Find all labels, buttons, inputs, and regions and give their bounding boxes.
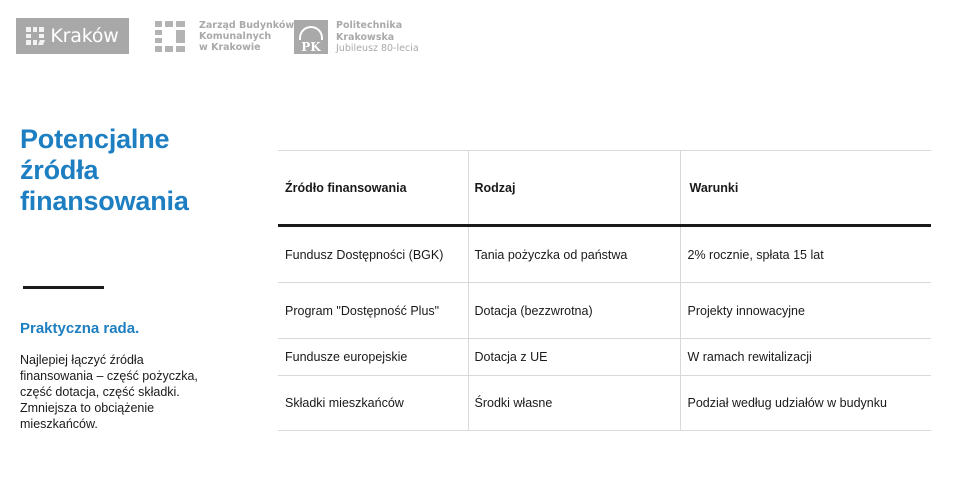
cell-source: Składki mieszkańców: [278, 376, 468, 431]
table-header-row: [278, 151, 931, 226]
cell-type: Tania pożyczka od państwa: [468, 226, 680, 283]
krakow-logo-text: Kraków: [50, 25, 119, 47]
cell-conditions: Projekty innowacyjne: [680, 283, 931, 339]
zbk-mark-icon: [155, 21, 185, 52]
column-header-source: Źródło finansowania: [278, 151, 468, 226]
cell-source: Fundusze europejskie: [278, 339, 468, 376]
cell-conditions: 2% rocznie, spłata 15 lat: [680, 226, 931, 283]
zbk-logo: [155, 20, 294, 53]
funding-sources-table: [278, 150, 931, 431]
table-row: [278, 283, 931, 339]
table-row: [278, 226, 931, 283]
krakow-logo: [16, 18, 129, 54]
pk-castle-mark-icon: PK: [294, 20, 328, 54]
column-header-type: Rodzaj: [468, 151, 680, 226]
pk-logo: [294, 20, 419, 55]
krakow-city-mark-icon: [26, 27, 44, 45]
cell-source: Program "Dostępność Plus": [278, 283, 468, 339]
column-header-conditions: Warunki: [680, 151, 931, 226]
cell-type: Dotacja z UE: [468, 339, 680, 376]
cell-source: Fundusz Dostępności (BGK): [278, 226, 468, 283]
cell-type: Środki własne: [468, 376, 680, 431]
cell-conditions: Podział według udziałów w budynku: [680, 376, 931, 431]
tip-body: Najlepiej łączyć źródła finansowania – część pożyczka, część dotacja, część składki. Zmniejsza to obciążenie mieszkańców.: [20, 353, 198, 431]
title-divider: [23, 286, 104, 289]
page-title: Potencjalne źródła finansowania: [20, 124, 189, 216]
pk-logo-text: Politechnika Krakowska Jubileusz 80-lecia: [336, 20, 419, 54]
cell-conditions: W ramach rewitalizacji: [680, 339, 931, 376]
table-row: [278, 339, 931, 376]
table-row: [278, 376, 931, 431]
zbk-logo-text: Zarząd Budynków Komunalnych w Krakowie: [199, 20, 295, 53]
tip-heading: Praktyczna rada.: [20, 320, 140, 337]
cell-type: Dotacja (bezzwrotna): [468, 283, 680, 339]
